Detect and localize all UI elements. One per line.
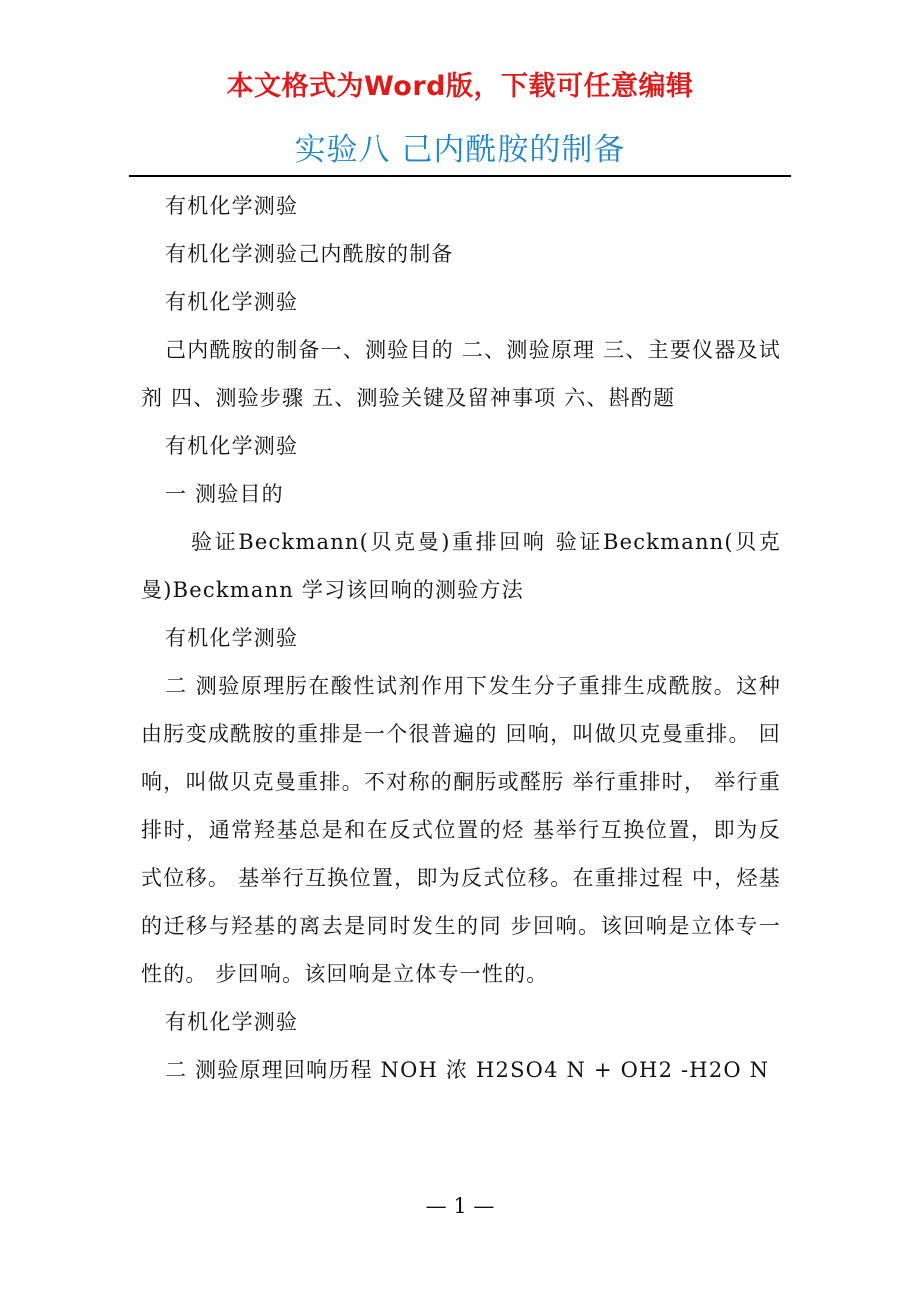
document-title: 实验八 己内酰胺的制备 <box>294 132 626 168</box>
paragraph: 有机化学测验 <box>165 1010 299 1034</box>
paragraph: 有机化学测验 <box>165 290 299 314</box>
paragraph: 二 测验原理肟在酸性试剂作用下发生分子重排生成酰胺。这种由肟变成酰胺的重排是一个很普遍的 回响，叫做贝克曼重排。 回响，叫做贝克曼重排。不对称的酮肟或醛肟 举行重排时， 举行重排时，通常羟基总是和在反式位置的烃 基举行互换位置，即为反式位移。 基举行互换位置，即为反式位移。在重排过程 中，烃基的迁移与羟基的离去是同时发生的同 步回响。该回响是立体专一性的。 步回响。该回响是立体专一性的。 <box>141 674 781 986</box>
paragraph: 有机化学测验 <box>165 434 299 458</box>
paragraph: 一 测验目的 <box>165 482 284 506</box>
paragraph: 二 测验原理回响历程 NOH 浓 H2SO4 N + OH2 -H2O N <box>165 1058 770 1082</box>
document-body <box>141 182 781 1094</box>
format-banner: 本文格式为Word版，下载可任意编辑 <box>226 71 694 102</box>
page-number: — 1 — <box>425 1194 495 1218</box>
title-divider <box>129 175 791 177</box>
paragraph: 有机化学测验 <box>165 194 299 218</box>
paragraph: 己内酰胺的制备一、测验目的 二、测验原理 三、主要仪器及试剂 四、测验步骤 五、测验关键及留神事项 六、斟酌题 <box>141 338 781 410</box>
paragraph: 有机化学测验 <box>165 626 299 650</box>
paragraph: 验证Beckmann(贝克曼)重排回响 验证Beckmann(贝克曼)Beckmann 学习该回响的测验方法 <box>141 530 781 602</box>
paragraph: 有机化学测验己内酰胺的制备 <box>165 242 454 266</box>
